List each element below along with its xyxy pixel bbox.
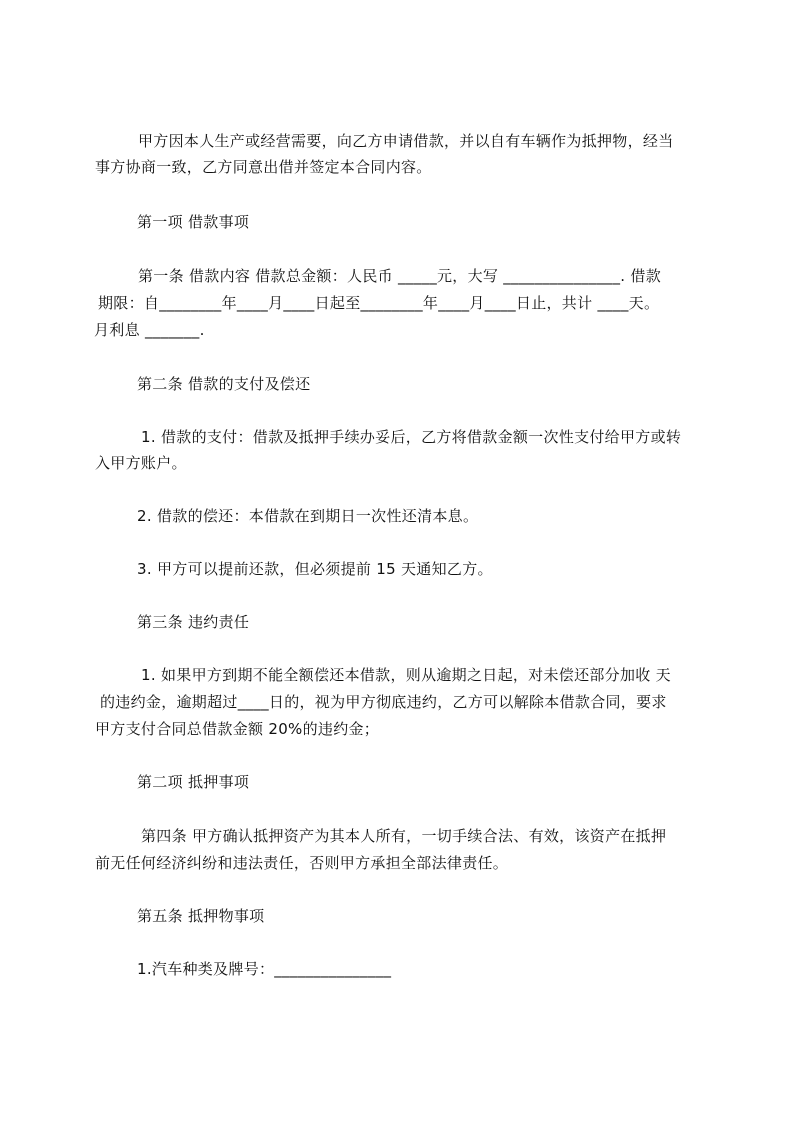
article2-item1-line-1: 1. 借款的支付：借款及抵押手续办妥后，乙方将借款金额一次性支付给甲方或转 <box>141 428 682 446</box>
article1-line-3: 月利息 _______. <box>94 321 205 339</box>
section-heading-loan: 第一项 借款事项 <box>137 213 250 231</box>
article3-item1-line-1: 1. 如果甲方到期不能全额偿还本借款，则从逾期之日起，对未偿还部分加收 天 <box>141 666 671 684</box>
article2-item1-line-2: 入甲方账户。 <box>95 454 187 472</box>
intro-line-1: 甲方因本人生产或经营需要，向乙方申请借款，并以自有车辆作为抵押物，经当 <box>138 132 674 150</box>
intro-line-2: 事方协商一致，乙方同意出借并签定本合同内容。 <box>95 158 432 176</box>
article2-heading: 第二条 借款的支付及偿还 <box>137 375 311 393</box>
section-heading-mortgage: 第二项 抵押事项 <box>137 773 250 791</box>
article1-line-1: 第一条 借款内容 借款总金额：人民币 _____元，大写 _______________. 借款 <box>138 267 662 285</box>
article3-item1-line-3: 甲方支付合同总借款金额 20%的违约金； <box>95 720 380 738</box>
article5-heading: 第五条 抵押物事项 <box>137 907 265 925</box>
article3-item1-line-2: 的违约金，逾期超过____日的，视为甲方彻底违约，乙方可以解除本借款合同，要求 <box>100 693 667 711</box>
article2-item2: 2. 借款的偿还：本借款在到期日一次性还清本息。 <box>137 507 479 525</box>
article1-line-2: 期限：自________年____月____日起至________年____月____日止，共计 ____天。 <box>98 294 660 312</box>
article2-item3: 3. 甲方可以提前还款，但必须提前 15 天通知乙方。 <box>137 560 493 578</box>
article5-item1: 1.汽车种类及牌号：_______________ <box>137 960 392 978</box>
article4-line-1: 第四条 甲方确认抵押资产为其本人所有，一切手续合法、有效，该资产在抵押 <box>141 827 667 845</box>
article3-heading: 第三条 违约责任 <box>137 613 250 631</box>
article4-line-2: 前无任何经济纠纷和违法责任，否则甲方承担全部法律责任。 <box>95 854 509 872</box>
